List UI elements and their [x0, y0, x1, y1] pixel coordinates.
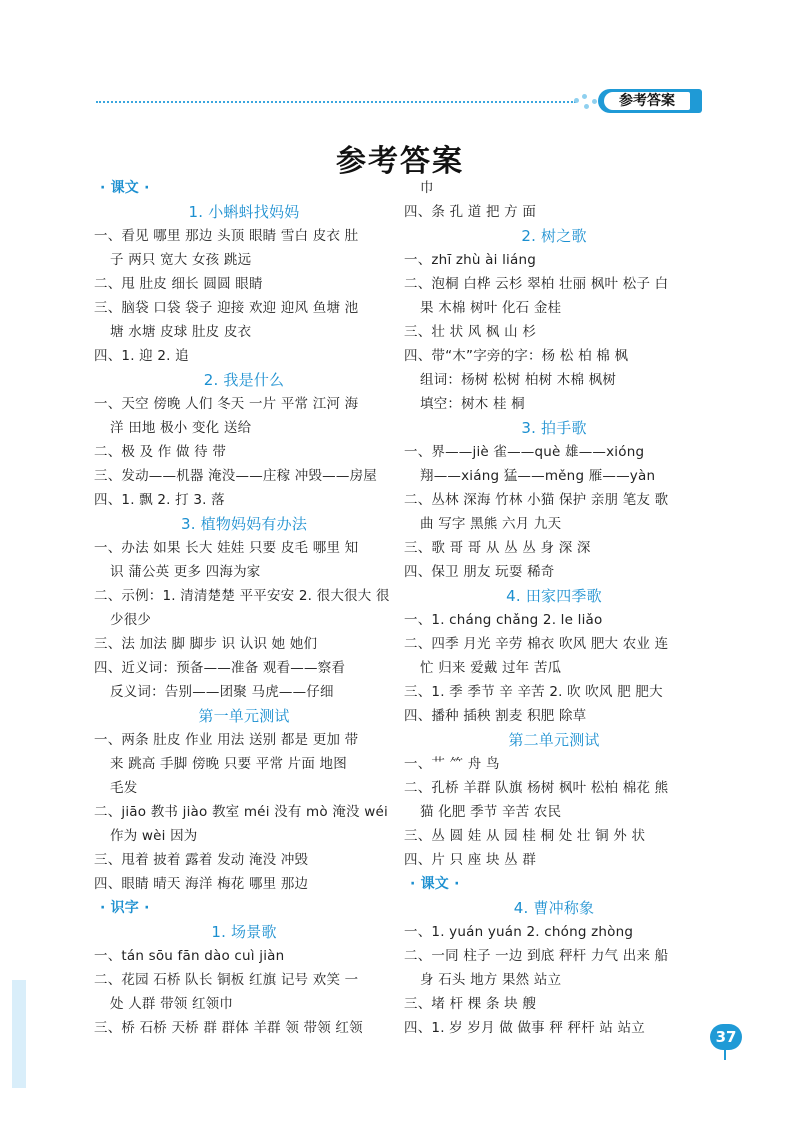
answer-line: 身 石头 地方 果然 站立 — [420, 972, 562, 988]
answer-line: 二、一同 柱子 一边 到底 秤杆 力气 出来 船 — [404, 948, 669, 964]
sparkle-icon — [572, 92, 600, 112]
answer-line: 二、花园 石桥 队长 铜板 红旗 记号 欢笑 一 — [94, 972, 359, 988]
answer-line: 一、zhī zhù ài liáng — [404, 252, 536, 268]
answer-line: 四、1. 飘 2. 打 3. 落 — [94, 492, 225, 508]
answer-line: 四、条 孔 道 把 方 面 — [404, 204, 537, 220]
answer-line: 处 人群 带领 红领巾 — [110, 996, 234, 1012]
section-heading: 第二单元测试 — [508, 731, 600, 749]
answer-line: 一、看见 哪里 那边 头顶 眼睛 雪白 皮衣 肚 — [94, 228, 359, 244]
section-heading: 3. 植物妈妈有办法 — [180, 515, 308, 533]
side-decoration-strip — [12, 980, 26, 1088]
answer-line: 巾 — [420, 180, 434, 196]
answer-line: 一、办法 如果 长大 娃娃 只要 皮毛 哪里 知 — [94, 540, 359, 556]
answer-line: 猫 化肥 季节 辛苦 农民 — [420, 804, 562, 820]
answer-line: 一、天空 傍晚 人们 冬天 一片 平常 江河 海 — [94, 396, 359, 412]
answer-line: 作为 wèi 因为 — [110, 828, 198, 844]
left-column — [94, 176, 394, 1040]
answer-line: 一、两条 肚皮 作业 用法 送别 都是 更加 带 — [94, 732, 359, 748]
answer-line: 二、四季 月光 辛劳 棉衣 吹风 肥大 农业 连 — [404, 636, 669, 652]
answer-line: 三、桥 石桥 天桥 群 群体 羊群 领 带领 红领 — [94, 1020, 363, 1036]
section-heading: 4. 田家四季歌 — [506, 587, 602, 605]
section-heading: 1. 小蝌蚪找妈妈 — [188, 203, 300, 221]
answer-line: 二、泡桐 白桦 云杉 翠柏 壮丽 枫叶 松子 白 — [404, 276, 669, 292]
answer-line: 四、1. 迎 2. 追 — [94, 348, 189, 364]
header-badge-label: 参考答案 — [604, 92, 690, 110]
answer-line: 毛发 — [110, 780, 138, 796]
answer-line: 四、1. 岁 岁月 做 做事 秤 秤杆 站 站立 — [404, 1020, 646, 1036]
answer-line: 一、tán sōu fān dào cuì jiàn — [94, 948, 285, 964]
section-heading: 2. 树之歌 — [521, 227, 587, 245]
category-label: · 识字 · — [100, 900, 150, 916]
answer-line: 一、艹 ⺮ 舟 鸟 — [404, 756, 500, 772]
answer-line: 三、堵 杆 棵 条 块 艘 — [404, 996, 537, 1012]
answer-line: 三、壮 状 风 枫 山 杉 — [404, 324, 537, 340]
answer-line: 三、歌 哥 哥 从 丛 丛 身 深 深 — [404, 540, 591, 556]
answer-line: 少很少 — [110, 612, 152, 628]
header-dotted-line — [96, 101, 576, 103]
section-heading: 第一单元测试 — [198, 707, 290, 725]
answer-line: 三、脑袋 口袋 袋子 迎接 欢迎 迎风 鱼塘 池 — [94, 300, 359, 316]
answer-line: 果 木棉 树叶 化石 金桂 — [420, 300, 562, 316]
page-title: 参考答案 — [336, 144, 464, 179]
category-label: · 课文 · — [410, 876, 460, 892]
answer-line: 三、发动——机器 淹没——庄稼 冲毁——房屋 — [94, 468, 377, 484]
answer-line: 翔——xiáng 猛——měng 雁——yàn — [420, 468, 656, 484]
answer-line: 一、1. cháng chǎng 2. le liǎo — [404, 612, 603, 628]
answer-line: 子 两只 宽大 女孩 跳远 — [110, 252, 252, 268]
section-heading: 1. 场景歌 — [211, 923, 277, 941]
answer-line: 二、丛林 深海 竹林 小猫 保护 亲朋 笔友 歌 — [404, 492, 669, 508]
answer-line: 四、眼睛 晴天 海洋 梅花 哪里 那边 — [94, 876, 309, 892]
answer-line: 组词：杨树 松树 柏树 木棉 枫树 — [420, 372, 617, 388]
answer-line: 四、片 只 座 块 丛 群 — [404, 852, 537, 868]
answer-line: 塘 水塘 皮球 肚皮 皮衣 — [110, 324, 252, 340]
answer-line: 来 跳高 手脚 傍晚 只要 平常 片面 地图 — [110, 756, 347, 772]
answer-line: 识 蒲公英 更多 四海为家 — [110, 564, 261, 580]
page-number-tick — [724, 1050, 726, 1060]
answer-line: 二、孔桥 羊群 队旗 杨树 枫叶 松柏 棉花 熊 — [404, 780, 669, 796]
answer-line: 二、极 及 作 做 待 带 — [94, 444, 227, 460]
right-column — [404, 176, 704, 1040]
answer-line: 四、带“木”字旁的字：杨 松 柏 棉 枫 — [404, 348, 629, 364]
answer-line: 二、甩 肚皮 细长 圆圆 眼睛 — [94, 276, 263, 292]
answer-line: 一、界——jiè 雀——què 雄——xióng — [404, 444, 645, 460]
section-heading: 4. 曹冲称象 — [513, 899, 595, 917]
answer-line: 忙 归来 爱戴 过年 苦瓜 — [420, 660, 562, 676]
section-heading: 2. 我是什么 — [203, 371, 285, 389]
answer-line: 反义词：告别——团聚 马虎——仔细 — [110, 684, 334, 700]
answer-line: 二、示例：1. 清清楚楚 平平安安 2. 很大很大 很 — [94, 588, 390, 604]
answer-line: 二、jiāo 教书 jiào 教室 méi 没有 mò 淹没 wéi — [94, 804, 388, 820]
page-number: 37 — [710, 1024, 742, 1050]
header-badge — [598, 89, 702, 113]
answer-line: 曲 写字 黑熊 六月 九天 — [420, 516, 562, 532]
answer-line: 四、播种 插秧 割麦 积肥 除草 — [404, 708, 587, 724]
answer-line: 三、甩着 披着 露着 发动 淹没 冲毁 — [94, 852, 309, 868]
answer-line: 填空：树木 桂 桐 — [420, 396, 525, 412]
answer-line: 三、法 加法 脚 脚步 识 认识 她 她们 — [94, 636, 318, 652]
answer-line: 一、1. yuán yuán 2. chóng zhòng — [404, 924, 634, 940]
answer-line: 四、近义词：预备——准备 观看——察看 — [94, 660, 346, 676]
category-label: · 课文 · — [100, 180, 150, 196]
answer-line: 洋 田地 极小 变化 送给 — [110, 420, 252, 436]
answer-line: 三、1. 季 季节 辛 辛苦 2. 吹 吹风 肥 肥大 — [404, 684, 663, 700]
answer-line: 三、丛 圆 娃 从 园 桂 桐 处 壮 铜 外 状 — [404, 828, 646, 844]
answer-line: 四、保卫 朋友 玩耍 稀奇 — [404, 564, 555, 580]
section-heading: 3. 拍手歌 — [521, 419, 587, 437]
